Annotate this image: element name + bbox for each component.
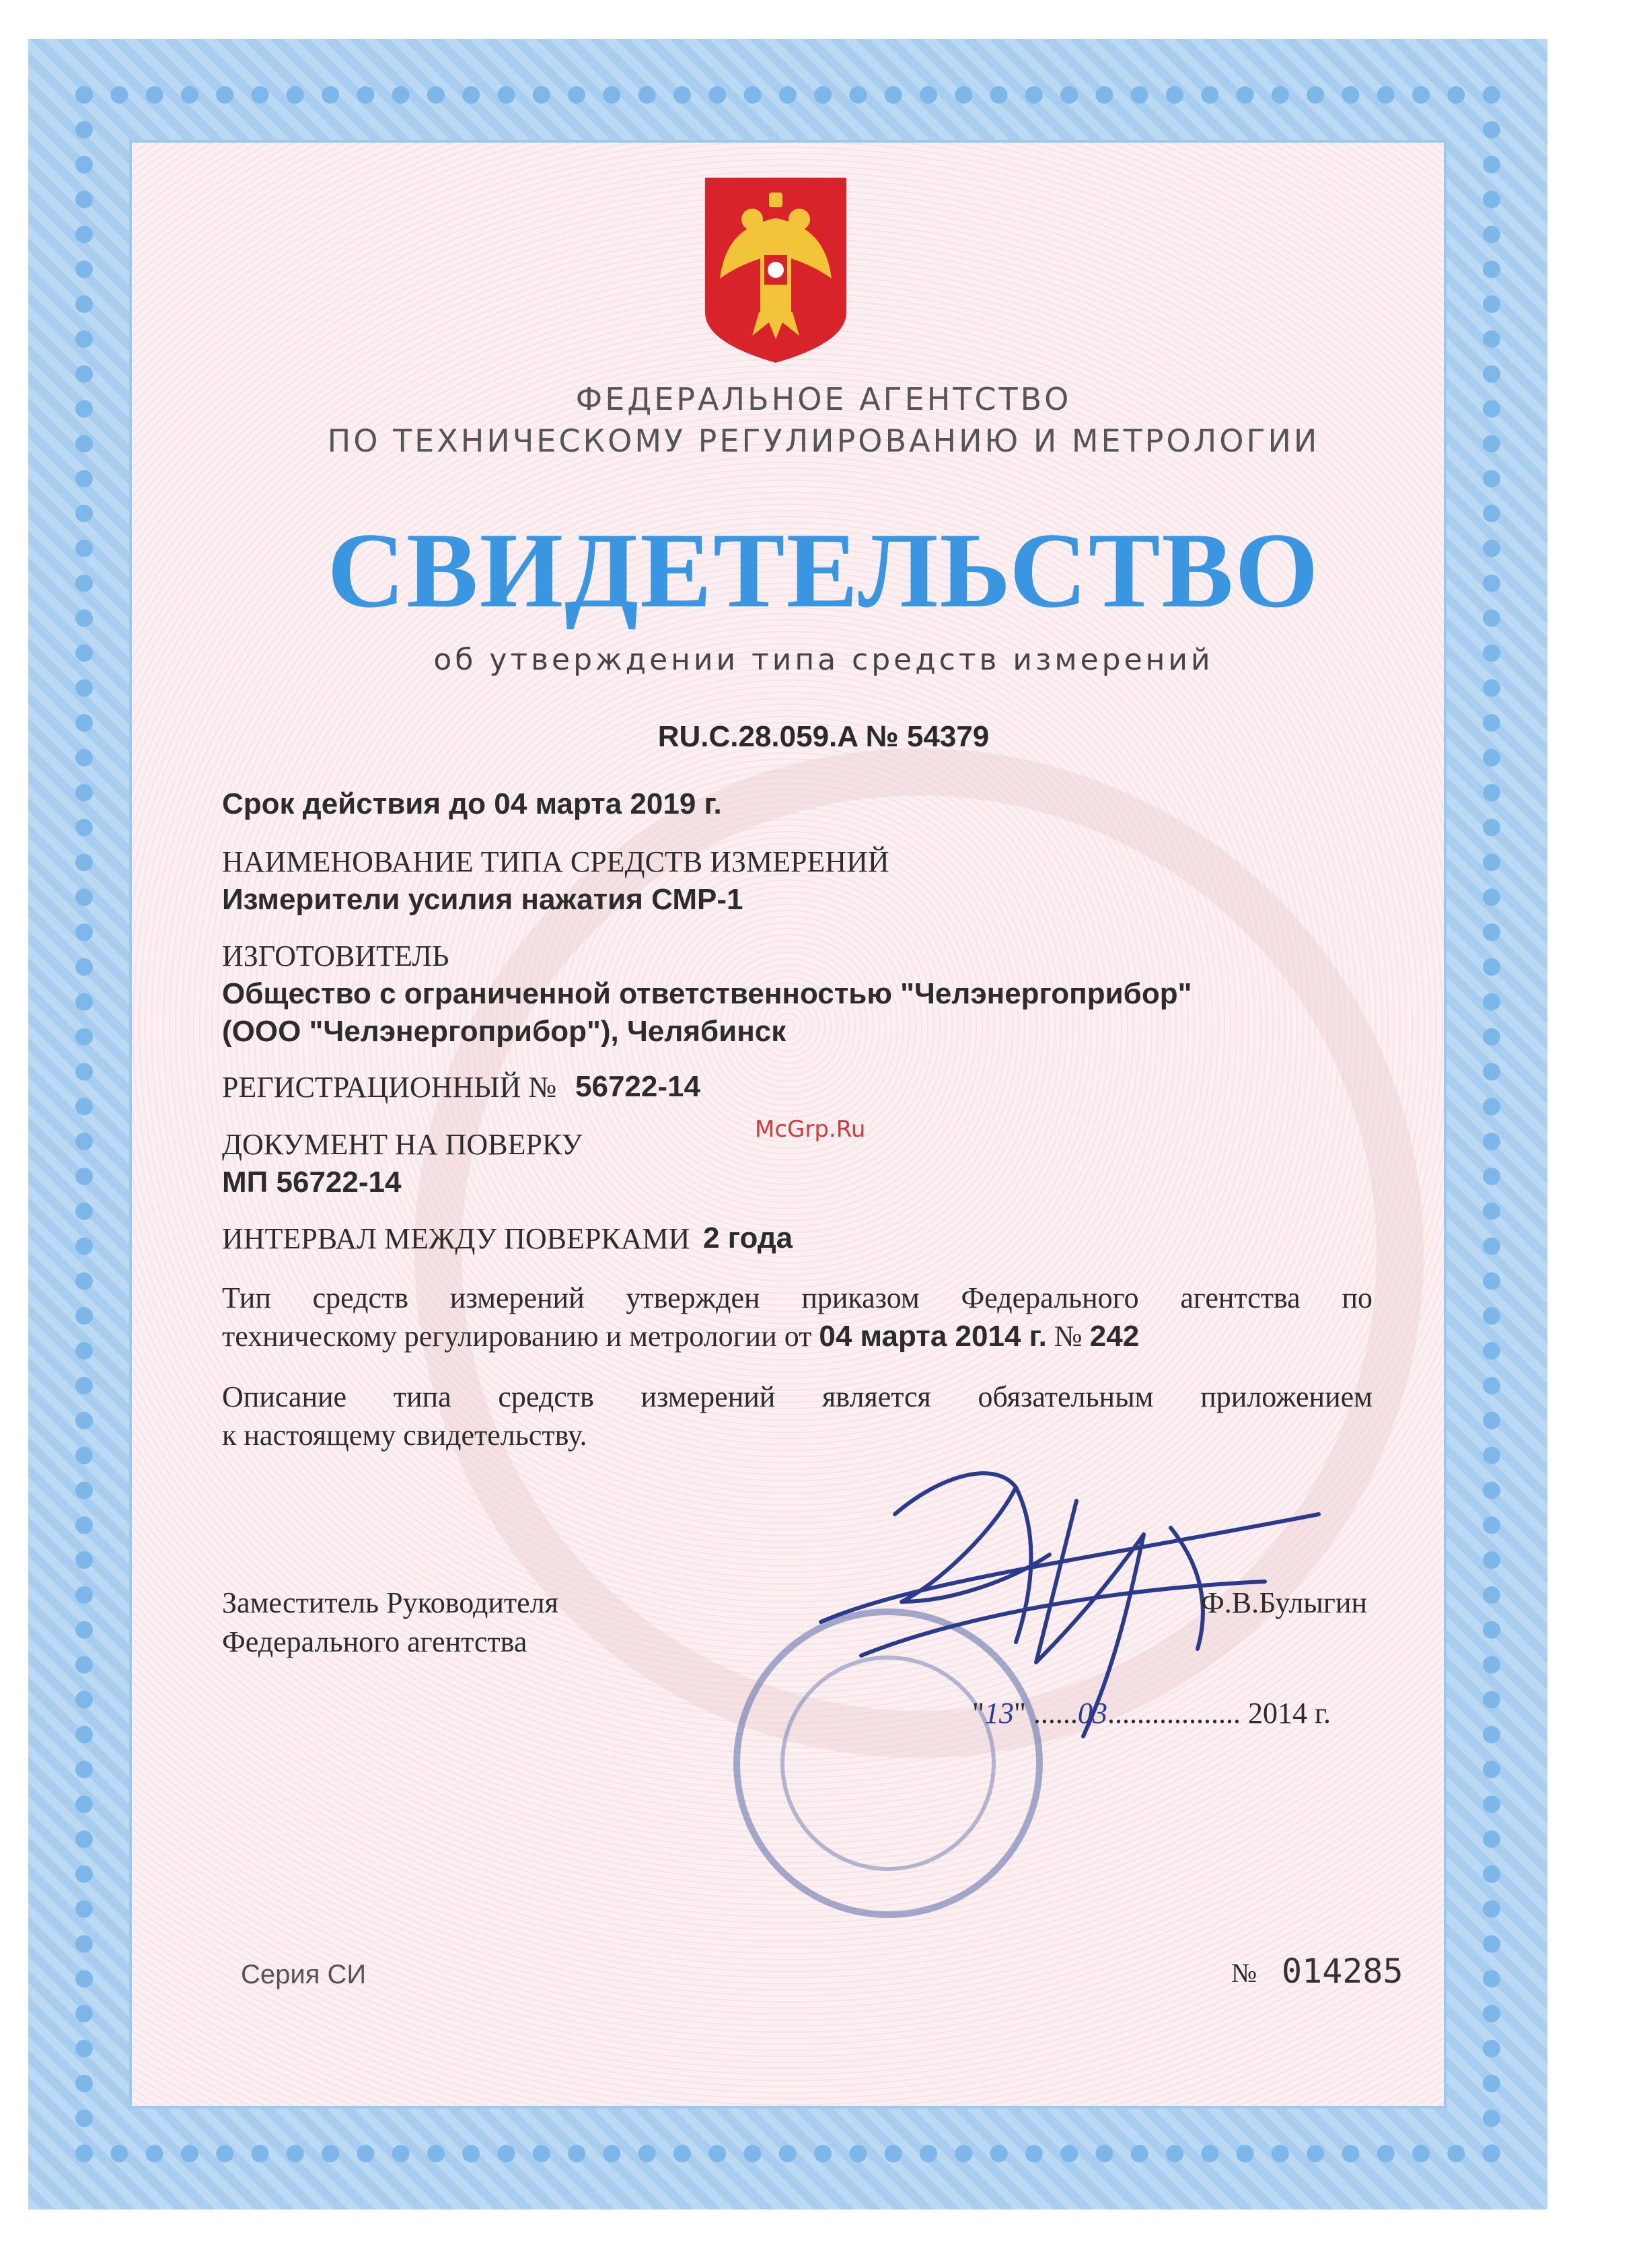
series-label: Серия СИ — [241, 1960, 367, 1989]
validity-date: Срок действия до 04 марта 2019 г. — [222, 787, 722, 820]
interval-label: ИНТЕРВАЛ МЕЖДУ ПОВЕРКАМИ — [222, 1222, 690, 1255]
manufacturer-value-line2: (ООО "Челэнергоприбор"), Челябинск — [222, 1015, 786, 1048]
signatory-name: Ф.В.Булыгин — [1201, 1586, 1368, 1619]
instrument-type-value: Измерители усилия нажатия СМР-1 — [222, 883, 743, 916]
approval-text-line2 — [222, 1319, 1139, 1353]
manufacturer-value-line1: Общество с ограниченной ответственностью "Челэнергоприбор" — [222, 977, 1192, 1010]
registration-number: 56722-14 — [575, 1070, 700, 1103]
description-line2: к настоящему свидетельству. — [222, 1419, 587, 1452]
date-day: 13 — [984, 1697, 1014, 1730]
document-subtitle: об утверждении типа средств измерений — [433, 643, 1214, 677]
certificate-number: RU.C.28.059.A № 54379 — [657, 720, 990, 753]
approval-text-line1: Тип средств измерений утвержден приказом Федерального агентства по — [222, 1281, 1372, 1314]
date-close-quote: " ...... — [1013, 1697, 1078, 1730]
verification-doc-value: МП 56722-14 — [222, 1166, 402, 1199]
approval-number: 242 — [1089, 1320, 1140, 1353]
coat-of-arms-icon — [705, 178, 846, 363]
manufacturer-label: ИЗГОТОВИТЕЛЬ — [222, 940, 449, 972]
signatory-position-line2: Федерального агентства — [222, 1625, 527, 1658]
date-month: 03 — [1077, 1697, 1107, 1730]
date-line — [972, 1696, 1331, 1730]
date-open-quote: " — [972, 1697, 984, 1730]
verification-doc-label: ДОКУМЕНТ НА ПОВЕРКУ — [222, 1128, 583, 1161]
registration-label: РЕГИСТРАЦИОННЫЙ № — [222, 1071, 557, 1104]
date-year: 2014 г. — [1247, 1697, 1331, 1730]
document-title: СВИДЕТЕЛЬСТВО — [327, 510, 1320, 630]
instrument-type-label: НАИМЕНОВАНИЕ ТИПА СРЕДСТВ ИЗМЕРЕНИЙ — [222, 845, 889, 878]
approval-number-sign: № — [1054, 1320, 1083, 1353]
agency-name-line1: ФЕДЕРАЛЬНОЕ АГЕНТСТВО — [575, 381, 1072, 417]
serial-number: 014285 — [1282, 1952, 1403, 1991]
serial-number-sign: № — [1231, 1958, 1257, 1988]
date-dots: .................. — [1107, 1697, 1248, 1730]
description-line1: Описание типа средств измерений является обязательным приложением — [222, 1380, 1372, 1413]
approval-date: 04 марта 2014 г. — [819, 1320, 1047, 1353]
agency-name-line2: ПО ТЕХНИЧЕСКОМУ РЕГУЛИРОВАНИЮ И МЕТРОЛОГИИ — [327, 423, 1320, 459]
interval-value: 2 года — [703, 1221, 793, 1254]
signatory-position-line1: Заместитель Руководителя — [222, 1586, 558, 1619]
watermark-text: McGrp.Ru — [755, 1116, 866, 1143]
approval-text-prefix: техническому регулированию и метрологии от — [222, 1320, 812, 1353]
